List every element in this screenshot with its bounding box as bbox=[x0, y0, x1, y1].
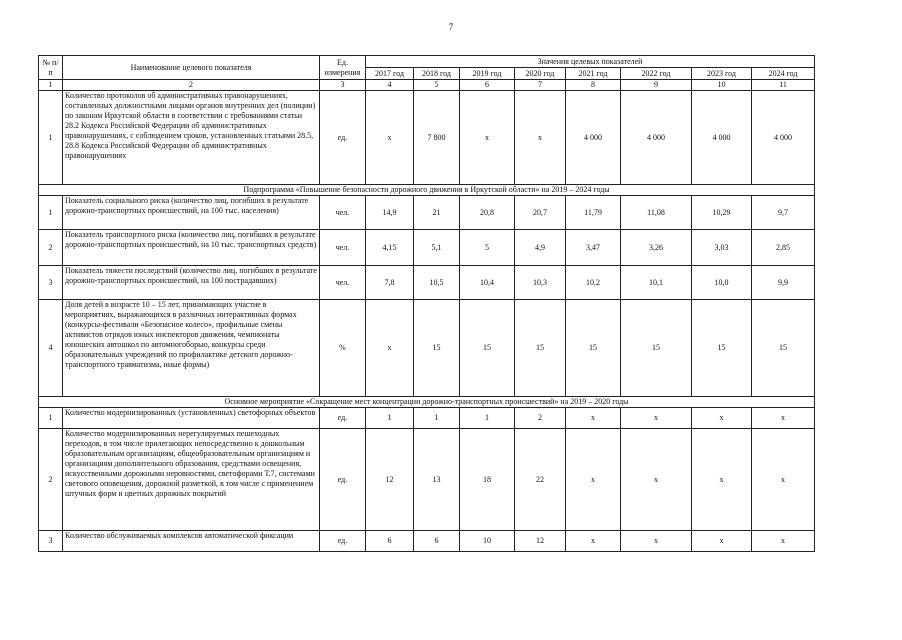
value-cell: 10 bbox=[460, 531, 515, 552]
value-cell: 13 bbox=[414, 429, 460, 531]
value-cell: x bbox=[692, 429, 752, 531]
value-cell: x bbox=[621, 429, 692, 531]
value-cell: x bbox=[515, 91, 566, 185]
value-cell: 5 bbox=[460, 230, 515, 266]
table-row bbox=[39, 196, 815, 230]
header-num: № п/п bbox=[39, 56, 63, 80]
value-cell: 1 bbox=[366, 408, 414, 429]
value-cell: 4 000 bbox=[621, 91, 692, 185]
value-cell: x bbox=[566, 429, 621, 531]
value-cell: 15 bbox=[692, 300, 752, 397]
column-number: 1 bbox=[39, 80, 63, 91]
value-cell: 3,47 bbox=[566, 230, 621, 266]
value-cell: 1 bbox=[414, 408, 460, 429]
section-title: Основное мероприятие «Сокращение мест концентрации дорожно-транспортных происшествий» на 2019 – 2020 годы bbox=[39, 397, 815, 408]
table-row bbox=[39, 300, 815, 397]
indicator-name: Доля детей в возрасте 10 – 15 лет, принимающих участие в мероприятиях, выражающихся в различных интерактивных формах (конкурсы-фестивали «Безопасное колесо», профильные смены активистов отрядов юных инспекторов движения, чемпионаты юношеских автошкол по автомногоборью, конкурсы среди образовательных учреждений по профилактике детского дорожно-транспортного травматизма, иные формы) bbox=[63, 300, 320, 397]
table-row bbox=[39, 266, 815, 300]
column-number: 8 bbox=[566, 80, 621, 91]
value-cell: x bbox=[366, 300, 414, 397]
value-cell: x bbox=[752, 531, 815, 552]
indicator-name: Количество модернизированных нерегулируемых пешеходных переходов, в том числе прилегающих непосредственно к дошкольным образовательным организациям, общеобразовательным организациям и организациям дополнительного образования, средствами освещения, искусственными дорожными неровностями, светофорами Т.7, системами светового оповещения, дорожной разметкой, в том числе с применением штучных форм и цветных дорожных покрытий bbox=[63, 429, 320, 531]
page-number: 7 bbox=[448, 22, 454, 32]
value-cell: x bbox=[566, 408, 621, 429]
unit-cell: чел. bbox=[320, 196, 366, 230]
unit-cell: ед. bbox=[320, 408, 366, 429]
value-cell: 10,3 bbox=[515, 266, 566, 300]
row-num: 3 bbox=[39, 531, 63, 552]
value-cell: 6 bbox=[366, 531, 414, 552]
row-num: 1 bbox=[39, 196, 63, 230]
row-num: 1 bbox=[39, 91, 63, 185]
column-number: 3 bbox=[320, 80, 366, 91]
indicator-name: Показатель социального риска (количество лиц, погибших в результате дорожно-транспортных происшествий, на 100 тыс. населения) bbox=[63, 196, 320, 230]
value-cell: 4 000 bbox=[566, 91, 621, 185]
header-year: 2017 год bbox=[366, 68, 414, 80]
row-num: 1 bbox=[39, 408, 63, 429]
value-cell: x bbox=[692, 531, 752, 552]
unit-cell: ед. bbox=[320, 531, 366, 552]
column-number: 9 bbox=[621, 80, 692, 91]
value-cell: 2,85 bbox=[752, 230, 815, 266]
value-cell: 4,15 bbox=[366, 230, 414, 266]
value-cell: x bbox=[566, 531, 621, 552]
row-num: 2 bbox=[39, 230, 63, 266]
section-row bbox=[39, 397, 815, 408]
value-cell: 10,4 bbox=[460, 266, 515, 300]
value-cell: 4 000 bbox=[692, 91, 752, 185]
value-cell: 1 bbox=[460, 408, 515, 429]
value-cell: x bbox=[621, 531, 692, 552]
section-title: Подпрограмма «Повышение безопасности дорожного движения в Иркутской области» на 2019 – 2024 годы bbox=[39, 185, 815, 196]
table-row bbox=[39, 531, 815, 552]
value-cell: 7 800 bbox=[414, 91, 460, 185]
header-year: 2021 год bbox=[566, 68, 621, 80]
value-cell: 10,0 bbox=[692, 266, 752, 300]
value-cell: 20,8 bbox=[460, 196, 515, 230]
value-cell: 10,1 bbox=[621, 266, 692, 300]
value-cell: 18 bbox=[460, 429, 515, 531]
indicator-name: Показатель тяжести последствий (количество лиц, погибших в результате дорожно-транспортных происшествий, на 100 пострадавших) bbox=[63, 266, 320, 300]
value-cell: 10,2 bbox=[566, 266, 621, 300]
header-year: 2018 год bbox=[414, 68, 460, 80]
value-cell: 15 bbox=[621, 300, 692, 397]
value-cell: x bbox=[752, 429, 815, 531]
value-cell: 12 bbox=[515, 531, 566, 552]
value-cell: 15 bbox=[460, 300, 515, 397]
header-values-title: Значения целевых показателей bbox=[366, 56, 815, 68]
value-cell: x bbox=[621, 408, 692, 429]
header-name: Наименование целевого показателя bbox=[63, 56, 320, 80]
indicator-name: Количество модернизированных (установленных) светофорных объектов bbox=[63, 408, 320, 429]
value-cell: 20,7 bbox=[515, 196, 566, 230]
table-row bbox=[39, 230, 815, 266]
unit-cell: ед. bbox=[320, 429, 366, 531]
column-number: 5 bbox=[414, 80, 460, 91]
row-num: 3 bbox=[39, 266, 63, 300]
unit-cell: ед. bbox=[320, 91, 366, 185]
column-number: 2 bbox=[63, 80, 320, 91]
section-row bbox=[39, 185, 815, 196]
column-number: 10 bbox=[692, 80, 752, 91]
value-cell: 11,79 bbox=[566, 196, 621, 230]
target-indicators-table bbox=[38, 55, 815, 552]
value-cell: x bbox=[460, 91, 515, 185]
value-cell: 2 bbox=[515, 408, 566, 429]
header-year: 2020 год bbox=[515, 68, 566, 80]
value-cell: 4,9 bbox=[515, 230, 566, 266]
value-cell: 9,9 bbox=[752, 266, 815, 300]
value-cell: x bbox=[692, 408, 752, 429]
indicator-name: Количество обслуживаемых комплексов автоматической фиксации bbox=[63, 531, 320, 552]
column-number: 6 bbox=[460, 80, 515, 91]
value-cell: x bbox=[366, 91, 414, 185]
header-year: 2023 год bbox=[692, 68, 752, 80]
indicator-name: Количество протоколов об административных правонарушениях, составленных должностными лицами органов внутренних дел (полиции) по законам Иркутской области в соответствии с требованиями статьи 28.2 Кодекса Российской Федерации об административных правонарушениях, с соблюдением сроков, установленных статьями 28.5, 28.8 Кодекса Российской Федерации об административных правонарушениях bbox=[63, 91, 320, 185]
value-cell: 3,03 bbox=[692, 230, 752, 266]
value-cell: 15 bbox=[515, 300, 566, 397]
column-number: 7 bbox=[515, 80, 566, 91]
header-year: 2024 год bbox=[752, 68, 815, 80]
column-number: 11 bbox=[752, 80, 815, 91]
header-year: 2022 год bbox=[621, 68, 692, 80]
value-cell: 10,5 bbox=[414, 266, 460, 300]
value-cell: 14,9 bbox=[366, 196, 414, 230]
header-year: 2019 год bbox=[460, 68, 515, 80]
value-cell: 3,26 bbox=[621, 230, 692, 266]
value-cell: 6 bbox=[414, 531, 460, 552]
table-row bbox=[39, 429, 815, 531]
value-cell: 7,8 bbox=[366, 266, 414, 300]
unit-cell: чел. bbox=[320, 266, 366, 300]
value-cell: 21 bbox=[414, 196, 460, 230]
value-cell: 5,1 bbox=[414, 230, 460, 266]
unit-cell: % bbox=[320, 300, 366, 397]
value-cell: x bbox=[752, 408, 815, 429]
row-num: 4 bbox=[39, 300, 63, 397]
table-row bbox=[39, 408, 815, 429]
unit-cell: чел. bbox=[320, 230, 366, 266]
column-number: 4 bbox=[366, 80, 414, 91]
value-cell: 22 bbox=[515, 429, 566, 531]
value-cell: 12 bbox=[366, 429, 414, 531]
value-cell: 15 bbox=[566, 300, 621, 397]
value-cell: 10,29 bbox=[692, 196, 752, 230]
value-cell: 11,08 bbox=[621, 196, 692, 230]
row-num: 2 bbox=[39, 429, 63, 531]
value-cell: 15 bbox=[752, 300, 815, 397]
value-cell: 4 000 bbox=[752, 91, 815, 185]
value-cell: 9,7 bbox=[752, 196, 815, 230]
table-row bbox=[39, 91, 815, 185]
header-unit: Ед. измерения bbox=[320, 56, 366, 80]
value-cell: 15 bbox=[414, 300, 460, 397]
indicator-name: Показатель транспортного риска (количество лиц, погибших в результате дорожно-транспортных происшествий, на 10 тыс. транспортных средств) bbox=[63, 230, 320, 266]
